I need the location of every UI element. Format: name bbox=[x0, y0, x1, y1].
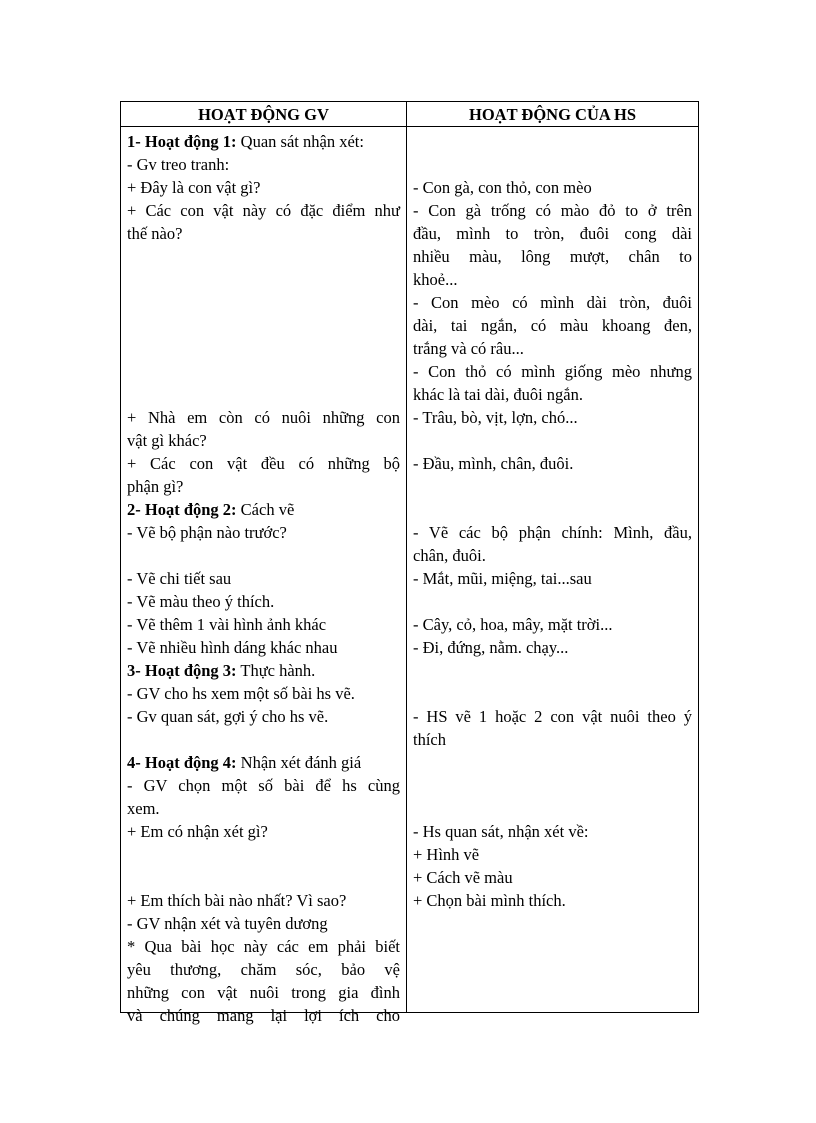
table-header-row bbox=[121, 102, 699, 127]
hs-line: - Đi, đứng, nằm. chạy... bbox=[413, 638, 569, 657]
hs-line: - Mắt, mũi, miệng, tai...sau bbox=[413, 569, 592, 588]
header-teacher-activities: HOẠT ĐỘNG GV bbox=[121, 102, 407, 127]
activity-3-title: Thực hành. bbox=[236, 661, 316, 680]
student-column bbox=[407, 127, 699, 1013]
gv-line: + Em thích bài nào nhất? Vì sao? bbox=[127, 891, 347, 910]
gv-line: + Đây là con vật gì? bbox=[127, 178, 261, 197]
gv-line: thế nào? bbox=[127, 224, 183, 243]
gv-line: và chúng mang lại lợi ích cho bbox=[127, 1006, 400, 1025]
gv-line: - GV nhận xét và tuyên dương bbox=[127, 914, 328, 933]
hs-line: + Chọn bài mình thích. bbox=[413, 891, 566, 910]
gv-line: vật gì khác? bbox=[127, 431, 207, 450]
gv-line: xem. bbox=[127, 799, 160, 818]
gv-line: - Vẽ màu theo ý thích. bbox=[127, 592, 275, 611]
hs-line: - Con thỏ có mình giống mèo nhưng bbox=[413, 362, 692, 381]
table-body-row bbox=[121, 127, 699, 1013]
lesson-activity-table bbox=[120, 101, 699, 1025]
gv-line: những con vật nuôi trong gia đình bbox=[127, 983, 400, 1002]
hs-line: - Con gà trống có mào đỏ to ở trên bbox=[413, 201, 692, 220]
hs-line: + Hình vẽ bbox=[413, 845, 480, 864]
activity-1-title: Quan sát nhận xét: bbox=[236, 132, 364, 151]
header-student-activities: HOẠT ĐỘNG CỦA HS bbox=[407, 102, 699, 127]
gv-line-activity-1 bbox=[127, 130, 400, 153]
gv-line: + Các con vật đều có những bộ bbox=[127, 454, 400, 473]
activity-1-heading: 1- Hoạt động 1: bbox=[127, 132, 237, 151]
gv-line: - Vẽ nhiều hình dáng khác nhau bbox=[127, 638, 338, 657]
hs-line: - Con gà, con thỏ, con mèo bbox=[413, 178, 592, 197]
gv-line: + Nhà em còn có nuôi những con bbox=[127, 408, 400, 427]
hs-line: khoẻ... bbox=[413, 270, 458, 289]
gv-line: + Em có nhận xét gì? bbox=[127, 822, 268, 841]
hs-line: chân, đuôi. bbox=[413, 546, 486, 565]
hs-line: - Con mèo có mình dài tròn, đuôi bbox=[413, 293, 692, 312]
hs-line: đầu, mình to tròn, đuôi cong dài bbox=[413, 224, 692, 243]
activity-3-heading: 3- Hoạt động 3: bbox=[127, 661, 237, 680]
hs-line: - Vẽ các bộ phận chính: Mình, đầu, bbox=[413, 523, 692, 542]
hs-line: - Trâu, bò, vịt, lợn, chó... bbox=[413, 408, 578, 427]
gv-line: yêu thương, chăm sóc, bảo vệ bbox=[127, 960, 400, 979]
gv-line: - GV chọn một số bài để hs cùng bbox=[127, 776, 400, 795]
hs-line: khác là tai dài, đuôi ngắn. bbox=[413, 385, 583, 404]
gv-line-activity-4 bbox=[127, 751, 400, 774]
hs-line: dài, tai ngắn, có màu khoang đen, bbox=[413, 316, 692, 335]
hs-line: - Cây, cỏ, hoa, mây, mặt trời... bbox=[413, 615, 613, 634]
activity-2-heading: 2- Hoạt động 2: bbox=[127, 500, 237, 519]
gv-line: phận gì? bbox=[127, 477, 184, 496]
gv-line: - Vẽ chi tiết sau bbox=[127, 569, 232, 588]
gv-line-activity-2 bbox=[127, 498, 400, 521]
activity-4-title: Nhận xét đánh giá bbox=[236, 753, 362, 772]
gv-line: - Gv quan sát, gợi ý cho hs vẽ. bbox=[127, 707, 329, 726]
gv-line: - Gv treo tranh: bbox=[127, 155, 230, 174]
gv-line: + Các con vật này có đặc điểm như bbox=[127, 201, 400, 220]
gv-line-activity-3 bbox=[127, 659, 400, 682]
hs-line: thích bbox=[413, 730, 446, 749]
hs-line: trắng và có râu... bbox=[413, 339, 524, 358]
activity-2-title: Cách vẽ bbox=[236, 500, 295, 519]
activity-4-heading: 4- Hoạt động 4: bbox=[127, 753, 237, 772]
teacher-column bbox=[121, 127, 407, 1025]
gv-line: - Vẽ bộ phận nào trước? bbox=[127, 523, 287, 542]
gv-line: * Qua bài học này các em phải biết bbox=[127, 937, 400, 956]
hs-line: - Đầu, mình, chân, đuôi. bbox=[413, 454, 574, 473]
gv-line: - GV cho hs xem một số bài hs vẽ. bbox=[127, 684, 355, 703]
gv-line: - Vẽ thêm 1 vài hình ảnh khác bbox=[127, 615, 327, 634]
hs-line: nhiều màu, lông mượt, chân to bbox=[413, 247, 692, 266]
hs-line: + Cách vẽ màu bbox=[413, 868, 513, 887]
hs-line: - Hs quan sát, nhận xét về: bbox=[413, 822, 589, 841]
hs-line: - HS vẽ 1 hoặc 2 con vật nuôi theo ý bbox=[413, 707, 692, 726]
